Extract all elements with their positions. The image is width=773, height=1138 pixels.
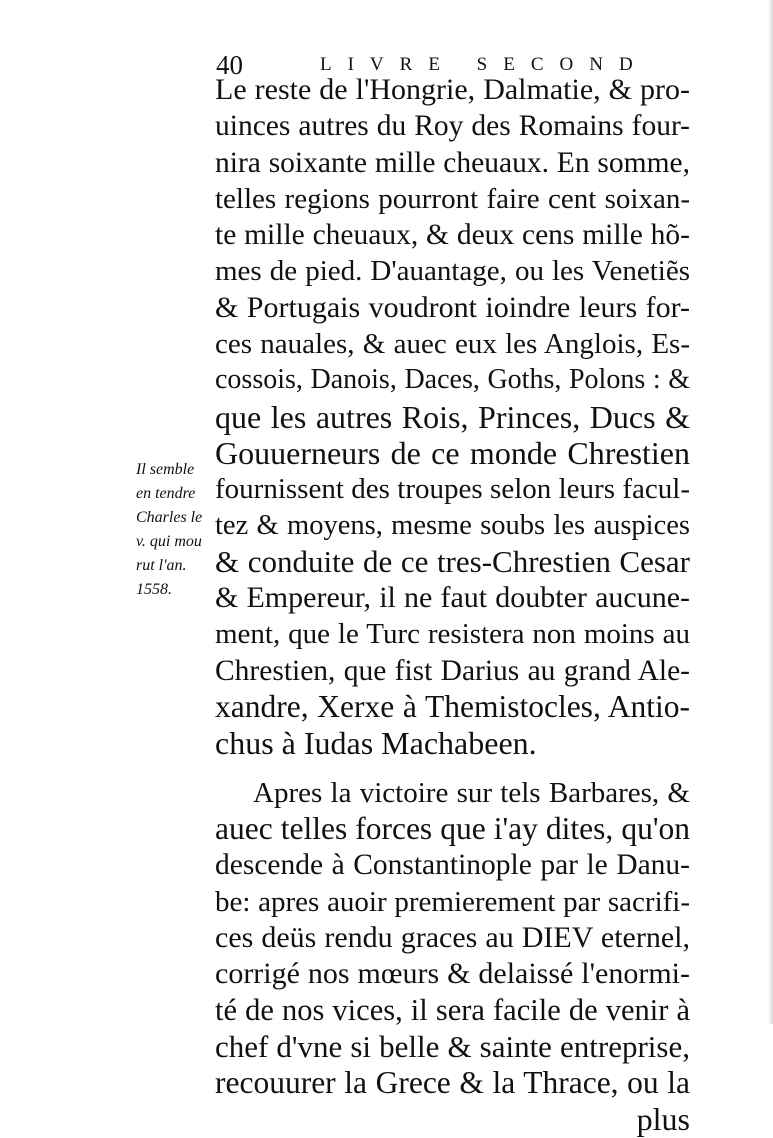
text-line: & Portugais voudront ioindre leurs for- — [215, 290, 690, 324]
text-line: tez & moyens, mesme soubs les auspices — [215, 509, 690, 541]
text-line: nira soixante mille cheuaux. En somme, — [215, 146, 690, 179]
margin-note-line: 1558. — [136, 581, 172, 598]
text-line: mes de pied. D'auantage, ou les Venetiẽs — [215, 255, 690, 288]
main-text — [215, 72, 690, 1138]
text-line: xandre, Xerxe à Themistocles, Antio- — [215, 689, 690, 725]
paragraph-1 — [215, 72, 690, 762]
text-line: ces deüs rendu graces au DIEV eternel, — [215, 920, 690, 954]
page-number: 40 — [216, 50, 243, 80]
text-line: telles regions pourront faire cent soixan- — [215, 182, 690, 215]
text-line: ment, que le Turc resistera non moins au — [215, 618, 690, 651]
text-line: corrigé nos mœurs & delaissé l'enormi- — [215, 957, 690, 991]
margin-note-line: v. qui mou — [136, 533, 202, 550]
text-line: Apres la victoire sur tels Barbares, & — [253, 776, 690, 809]
text-line: be: apres auoir premierement par sacrifi- — [215, 885, 690, 918]
text-line: & conduite de ce tres-Chrestien Cesar — [215, 543, 690, 579]
text-line: chus à Iudas Machabeen. — [215, 725, 537, 762]
margin-note-line: rut l'an. — [136, 557, 187, 574]
paragraph-gap — [215, 762, 690, 775]
text-line: recouurer la Grece & la Thrace, ou la — [215, 1065, 690, 1101]
text-line: Le reste de l'Hongrie, Dalmatie, & pro- — [215, 73, 690, 106]
text-line: auec telles forces que i'ay dites, qu'on — [215, 810, 690, 846]
text-line: descende à Constantinople par le Danu- — [215, 849, 690, 882]
text-line: Gouuerneurs de ce monde Chrestien — [215, 434, 690, 471]
paragraph-2 — [215, 775, 690, 1102]
text-line: uinces autres du Roy des Romains four- — [215, 110, 690, 143]
margin-note — [136, 458, 216, 602]
margin-note-line: en tendre — [136, 485, 196, 502]
margin-note-line: Il semble — [136, 461, 195, 478]
margin-note-line: Charles le — [136, 509, 203, 526]
running-head: LIVRE SECOND — [320, 54, 649, 75]
text-line: & Empereur, il ne faut doubter aucune- — [215, 581, 690, 615]
text-line: te mille cheuaux, & deux cens mille hõ- — [215, 219, 690, 252]
text-line: cossois, Danois, Daces, Goths, Polons : & — [215, 364, 690, 396]
text-line: fournissent des troupes selon leurs facul- — [215, 473, 690, 506]
catchword: plus — [636, 1101, 690, 1138]
text-line: chef d'vne si belle & sainte entreprise, — [215, 1028, 690, 1064]
text-line: que les autres Rois, Princes, Ducs & — [215, 398, 690, 435]
text-line: té de nos vices, il sera facile de venir à — [215, 993, 690, 1028]
text-line: ces nauales, & auec eux les Anglois, Es- — [215, 328, 690, 361]
text-line: Chrestien, que fist Darius au grand Ale- — [215, 654, 690, 687]
page-edge — [768, 0, 773, 1024]
